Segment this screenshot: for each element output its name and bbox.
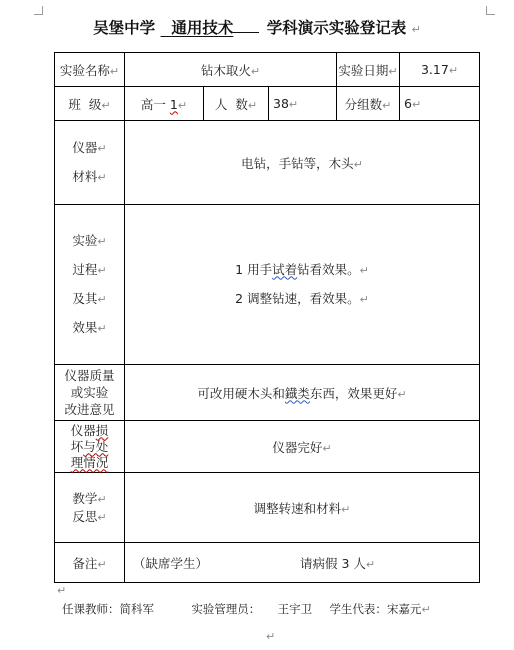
- table-row-experiment: [55, 53, 480, 87]
- remarks-label: 备注↵: [55, 543, 125, 583]
- table-row-process: [55, 205, 480, 365]
- instruments-label: 仪器↵ 材料↵: [55, 121, 125, 205]
- table-row-instruments: [55, 121, 480, 205]
- table-row-damage: [55, 421, 480, 473]
- headcount-label: 人 数↵: [204, 87, 269, 121]
- quality-value: 可改用硬木头和鐡类东西，效果更好↵: [125, 365, 480, 421]
- student-name: 宋嘉元: [386, 602, 422, 616]
- experiment-date-label: 实验日期↵: [337, 53, 400, 87]
- table-row-remarks: [55, 543, 480, 583]
- groups-value: 6↵: [400, 87, 480, 121]
- experiment-name-label: 实验名称↵: [55, 53, 125, 87]
- page-corner-mark-right: [486, 6, 495, 15]
- headcount-value: 38↵: [269, 87, 337, 121]
- remarks-value: [125, 543, 480, 583]
- experiment-register-table: [54, 52, 480, 583]
- damage-value: 仪器完好↵: [125, 421, 480, 473]
- page-corner-mark-left: [34, 6, 43, 15]
- paragraph-mark: ↵: [266, 630, 276, 643]
- signature-line: 任课教师：简科军 实验管理员： 王宇卫 学生代表：宋嘉元↵: [62, 602, 431, 616]
- title-school: 吴堡中学: [93, 19, 156, 37]
- groups-label: 分组数↵: [337, 87, 400, 121]
- title-suffix: 学科演示实验登记表: [266, 19, 407, 37]
- teacher-name: 简科军: [119, 602, 154, 616]
- process-step-2: 2 调整钻速，看效果。↵: [235, 290, 369, 306]
- process-value: [125, 205, 480, 365]
- student-label: 学生代表：: [329, 602, 387, 616]
- damage-label: 仪器损 坏与处 理情况: [55, 421, 125, 473]
- table-row-class: [55, 87, 480, 121]
- teacher-label: 任课教师：: [62, 602, 120, 616]
- instruments-value: 电钻，手钻等，木头↵: [125, 121, 480, 205]
- title-subject: 通用技术: [161, 19, 262, 37]
- process-label: 实验↵ 过程↵ 及其↵ 效果↵: [55, 205, 125, 365]
- manager-label: 实验管理员：: [191, 602, 261, 616]
- experiment-date-value: 3.17↵: [400, 53, 480, 87]
- reflection-value: 调整转速和材料↵: [125, 473, 480, 543]
- document-title: [0, 16, 514, 38]
- class-value: 高一 1↵: [125, 87, 204, 121]
- process-step-1: 1 用手试着钻看效果。↵: [235, 261, 369, 277]
- table-row-quality: [55, 365, 480, 421]
- quality-label: 仪器质量 或实验 改进意见: [55, 365, 125, 421]
- table-row-reflection: [55, 473, 480, 543]
- experiment-name-value: 钻木取火↵: [125, 53, 337, 87]
- remarks-absent-value: 请病假 3 人↵: [300, 555, 376, 571]
- paragraph-mark: ↵: [57, 584, 67, 597]
- remarks-absent-label: （缺席学生）: [133, 555, 209, 571]
- reflection-label: 教学↵ 反思↵: [55, 473, 125, 543]
- class-label: 班 级↵: [55, 87, 125, 121]
- paragraph-mark: ↵: [411, 23, 421, 36]
- manager-name: 王宇卫: [277, 602, 313, 616]
